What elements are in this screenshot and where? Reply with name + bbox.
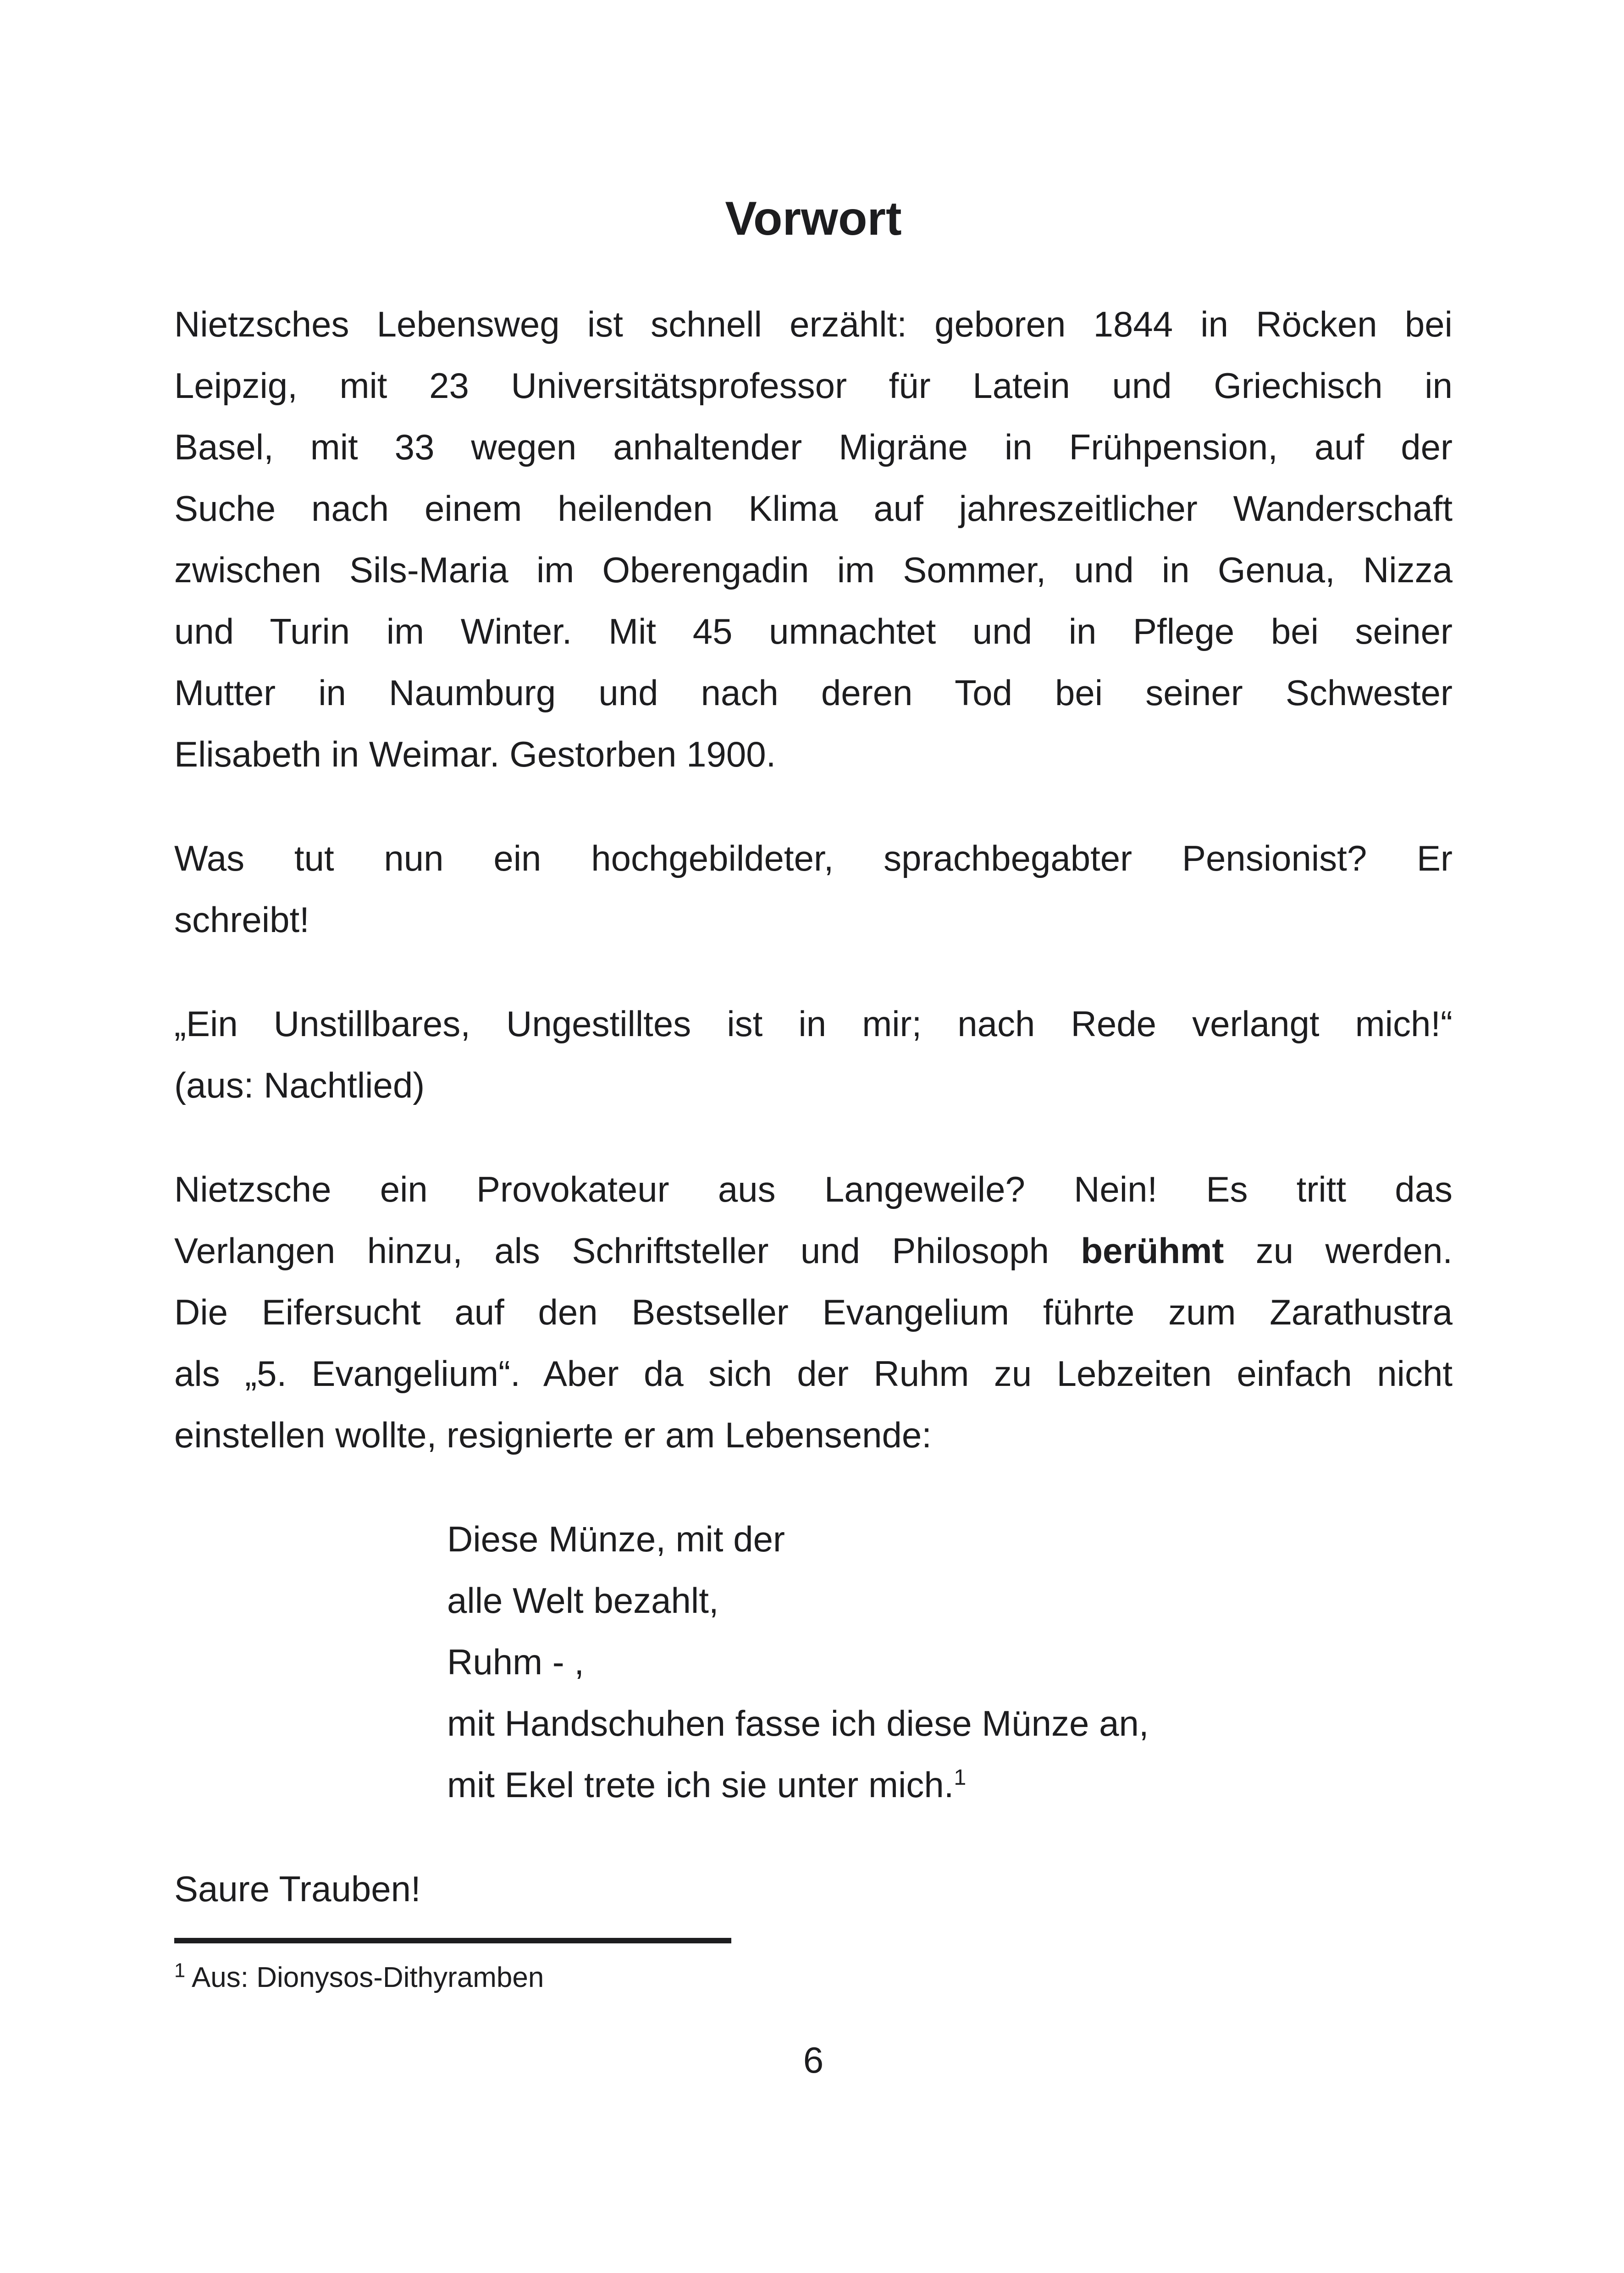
text-line: Basel, mit 33 wegen anhaltender Migräne in Frühpension, auf der [174,427,1453,467]
poem-line: Diese Münze, mit der [447,1519,785,1559]
body-paragraphs [174,293,1453,1466]
paragraph [174,828,1453,950]
footnote-separator-rule [174,1938,731,1943]
text-line: Nietzsche ein Provokateur aus Langeweile? Nein! Es tritt das [174,1169,1453,1209]
poem-line: alle Welt bezahlt, [447,1580,719,1621]
paragraph [174,293,1453,785]
paragraph [174,993,1453,1116]
poem-line: mit Handschuhen fasse ich diese Münze an, [447,1703,1149,1743]
text-line: Mutter in Naumburg und nach deren Tod bei seiner Schwester [174,673,1453,713]
text-line: und Turin im Winter. Mit 45 umnachtet und in Pflege bei seiner [174,611,1453,651]
poem-block [447,1508,1453,1815]
page-title: Vorwort [725,192,902,245]
poem-line: Ruhm - , [447,1642,585,1682]
text-column [174,0,1453,2085]
text-line: Elisabeth in Weimar. Gestorben 1900. [174,734,776,774]
closing-line: Saure Trauben! [174,1869,421,1909]
text-line: Suche nach einem heilenden Klima auf jahreszeitlicher Wanderschaft [174,488,1453,529]
text-line: Was tut nun ein hochgebildeter, sprachbegabter Pensionist? Er [174,838,1453,878]
text-line: Leipzig, mit 23 Universitätsprofessor für Latein und Griechisch in [174,365,1453,406]
page-number: 6 [803,2040,824,2080]
footnote [174,1957,1453,1998]
footnote-marker: 1 [174,1959,186,1982]
text-line: (aus: Nachtlied) [174,1065,425,1105]
text-line: einstellen wollte, resignierte er am Lebensende: [174,1415,932,1455]
text-line: schreibt! [174,899,309,940]
text-line: zwischen Sils-Maria im Oberengadin im Sommer, und in Genua, Nizza [174,550,1453,590]
text-line: als „5. Evangelium“. Aber da sich der Ruhm zu Lebzeiten einfach nicht [174,1353,1453,1394]
text-line: Verlangen hinzu, als Schriftsteller und Philosoph berühmt zu werden. [174,1230,1453,1271]
poem-line: mit Ekel trete ich sie unter mich.$^1$ [447,1765,967,1805]
footnote-text: Aus: Dionysos-Dithyramben [191,1962,544,1993]
text-line: Nietzsches Lebensweg ist schnell erzählt: geboren 1844 in Röcken bei [174,304,1453,344]
text-line: Die Eifersucht auf den Bestseller Evangelium führte zum Zarathustra [174,1292,1453,1332]
text-line: „Ein Unstillbares, Ungestilltes ist in mir; nach Rede verlangt mich!“ [174,1004,1453,1044]
paragraph [174,1159,1453,1466]
